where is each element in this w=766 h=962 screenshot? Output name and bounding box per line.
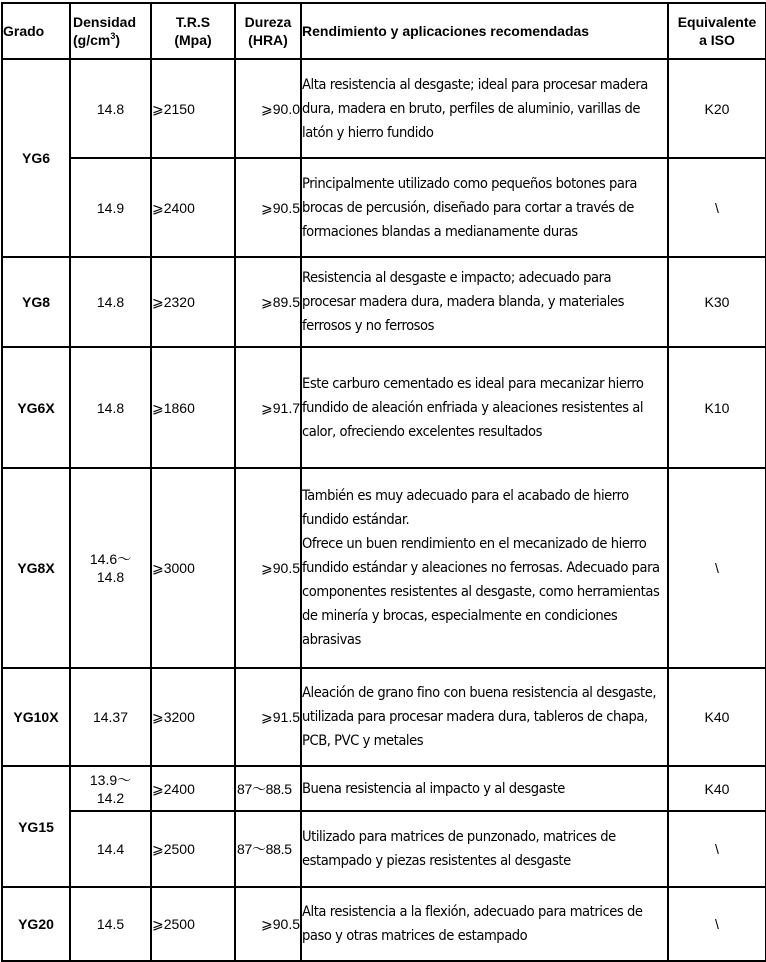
description-cell: Buena resistencia al impacto y al desgaste [301,766,668,811]
trs-cell: ⩾1860 [151,347,235,468]
density-unit-suffix: ) [115,32,121,48]
trs-cell: ⩾2150 [151,59,235,158]
density-cell: 14.37 [70,668,151,766]
header-trs-label: T.R.S [175,14,211,30]
grade-cell: YG6X [2,347,70,468]
table-row [2,59,766,158]
density-cell: 14.4 [70,811,151,887]
description-cell: Aleación de grano fino con buena resistencia al desgaste, utilizada para procesar madera dura, tableros de chapa, PCB, PVC y metales [301,668,668,766]
density-range-start: 13.9～ [89,771,132,788]
trs-cell: ⩾2320 [151,257,235,347]
iso-cell: K10 [668,347,766,468]
header-trs-unit: (Mpa) [174,32,212,48]
density-unit-prefix: (g/cm [73,32,111,48]
hardness-cell: 87～88.5 [235,766,301,811]
description-cell [301,468,668,668]
header-trs [151,3,235,59]
header-hardness-label: Dureza [244,14,292,30]
iso-cell: \ [668,887,766,961]
grade-cell: YG6 [2,59,70,257]
header-density [70,3,151,59]
hardness-cell: ⩾89.5 [235,257,301,347]
header-hardness-unit: (HRA) [248,32,288,48]
description-cell: Principalmente utilizado como pequeños botones para brocas de percusión, diseñado para cortar a través de formaciones blandas a medianamente duras [301,158,668,257]
description-cell: Utilizado para matrices de punzonado, matrices de estampado y piezas resistentes al desgaste [301,811,668,887]
iso-cell: K40 [668,668,766,766]
hardness-cell: ⩾90.5 [235,158,301,257]
trs-cell: ⩾3000 [151,468,235,668]
density-range-start: 14.6～ [89,551,132,567]
grade-cell: YG10X [2,668,70,766]
iso-cell: K30 [668,257,766,347]
table-row [2,347,766,468]
iso-cell: \ [668,158,766,257]
description-cell: Alta resistencia a la flexión, adecuado para matrices de paso y otras matrices de estampado [301,887,668,961]
density-range-end: 14.2 [96,789,125,806]
table-row [2,766,766,811]
density-range-end: 14.8 [96,569,125,585]
table-row [2,158,766,257]
header-density-label: Densidad [73,14,137,30]
grade-cell: YG8 [2,257,70,347]
header-grade: Grado [2,3,70,59]
iso-cell: K40 [668,766,766,811]
description-cell: Alta resistencia al desgaste; ideal para procesar madera dura, madera en bruto, perfiles de aluminio, varillas de latón y hierro fundido [301,59,668,158]
table-row [2,468,766,668]
iso-cell: K20 [668,59,766,158]
iso-cell: \ [668,811,766,887]
density-cell: 14.8 [70,347,151,468]
density-cell [70,468,151,668]
header-hardness [235,3,301,59]
table-row [2,887,766,961]
density-cell: 14.8 [70,257,151,347]
grade-cell: YG20 [2,887,70,961]
header-row [2,3,766,59]
description-cell: Este carburo cementado es ideal para mecanizar hierro fundido de aleación enfriada y aleaciones resistentes al calor, ofreciendo excelentes resultados [301,347,668,468]
hardness-cell: ⩾91.7 [235,347,301,468]
header-density-unit [73,31,150,49]
carbide-grades-table [1,2,766,962]
trs-cell: ⩾2500 [151,887,235,961]
density-cell [70,766,151,811]
trs-cell: ⩾2400 [151,766,235,811]
hardness-cell: ⩾90.5 [235,468,301,668]
header-iso-sub: a ISO [699,32,735,48]
grade-cell: YG8X [2,468,70,668]
hardness-cell: 87～88.5 [235,811,301,887]
table-row [2,668,766,766]
header-performance: Rendimiento y aplicaciones recomendadas [301,3,668,59]
trs-cell: ⩾3200 [151,668,235,766]
trs-cell: ⩾2500 [151,811,235,887]
iso-cell: \ [668,468,766,668]
density-unit-exponent: 3 [110,31,116,41]
header-iso [668,3,766,59]
description-paragraph: También es muy adecuado para el acabado de hierro fundido estándar. [302,487,629,528]
description-cell: Resistencia al desgaste e impacto; adecuado para procesar madera dura, madera blanda, y materiales ferrosos y no ferrosos [301,257,668,347]
hardness-cell: ⩾91.5 [235,668,301,766]
density-cell: 14.9 [70,158,151,257]
table-row [2,811,766,887]
table-row [2,257,766,347]
description-paragraph: Ofrece un buen rendimiento en el mecanizado de hierro fundido estándar y aleaciones no ferrosas. Adecuado para componentes resistentes al desgaste, como herramientas de minería y brocas, especialmente en condiciones abrasivas [302,535,660,648]
grade-cell: YG15 [2,766,70,887]
density-cell: 14.5 [70,887,151,961]
trs-cell: ⩾2400 [151,158,235,257]
density-cell: 14.8 [70,59,151,158]
hardness-cell: ⩾90.0 [235,59,301,158]
hardness-cell: ⩾90.5 [235,887,301,961]
header-iso-label: Equivalente [677,14,757,30]
